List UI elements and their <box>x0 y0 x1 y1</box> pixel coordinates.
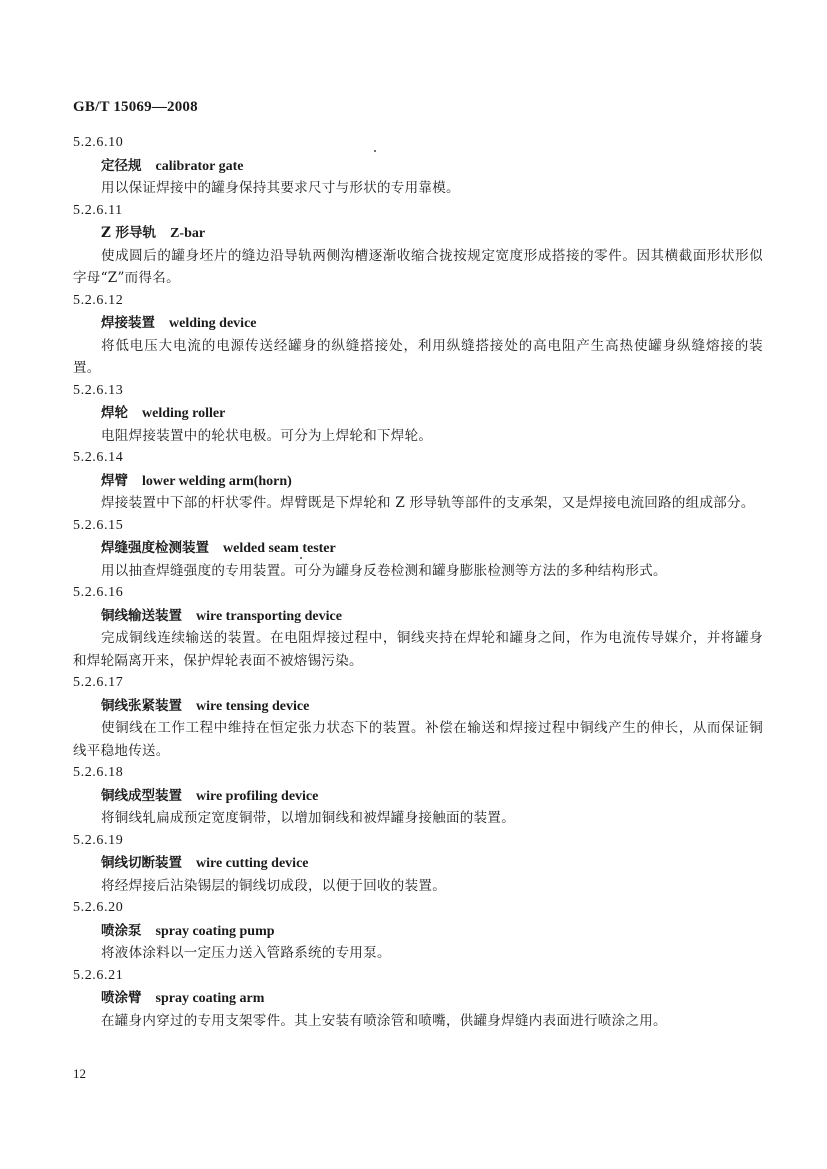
term-definition: 用以抽查焊缝强度的专用装置。可分为罐身反卷检测和罐身膨胀检测等方法的多种结构形式。 <box>101 562 667 579</box>
term-chinese: 铜线张紧装置 <box>101 697 182 714</box>
term-chinese: 喷涂臂 <box>101 990 142 1006</box>
term-entry <box>73 200 763 290</box>
term-entry <box>73 762 763 830</box>
term-entry <box>73 830 763 898</box>
term-definition: 焊接装置中下部的杆状零件。焊臂既是下焊轮和 Z 形导轨等部件的支承架，又是焊接电流回路的组成部分。 <box>101 495 755 511</box>
term-heading <box>73 785 763 808</box>
term-chinese: 铜线输送装置 <box>101 607 182 624</box>
clause-number: 5.2.6.15 <box>73 517 124 533</box>
term-definition: 完成铜线连续输送的装置。在电阻焊接过程中，铜线夹持在焊轮和罐身之间，作为电流传导媒介，并将罐身和焊轮隔离开来，保护焊轮表面不被熔锡污染。 <box>73 630 763 669</box>
clause-number: 5.2.6.13 <box>73 382 124 398</box>
term-entry <box>73 447 763 515</box>
term-chinese: Z 形导轨 <box>101 225 157 241</box>
term-heading <box>73 605 763 628</box>
term-chinese: 焊臂 <box>101 472 128 489</box>
standard-id: GB/T 15069—2008 <box>73 99 198 115</box>
term-entry <box>73 965 763 1033</box>
clause-number: 5.2.6.21 <box>73 967 124 983</box>
term-definition: 用以保证焊接中的罐身保持其要求尺寸与形状的专用靠模。 <box>101 180 460 196</box>
term-definition: 将经焊接后沾染锡层的铜线切成段，以便于回收的装置。 <box>101 877 446 894</box>
term-entry <box>73 380 763 448</box>
term-heading <box>73 987 763 1010</box>
term-entry <box>73 897 763 965</box>
scan-speck <box>374 150 376 152</box>
term-definition: 电阻焊接装置中的轮状电极。可分为上焊轮和下焊轮。 <box>101 427 433 444</box>
clause-number: 5.2.6.14 <box>73 450 124 465</box>
term-chinese: 铜线成型装置 <box>101 787 182 804</box>
term-definition: 将液体涂料以一定压力送入管路系统的专用泵。 <box>101 945 391 961</box>
clause-number: 5.2.6.17 <box>73 675 124 690</box>
term-english: wire transporting device <box>196 608 342 624</box>
term-heading <box>73 852 763 875</box>
term-definition: 将铜线轧扁成预定宽度铜带，以增加铜线和被焊罐身接触面的装置。 <box>101 810 515 826</box>
term-heading <box>73 695 763 718</box>
term-english: Z-bar <box>170 226 206 241</box>
term-english: welded seam tester <box>223 541 336 556</box>
term-english: wire profiling device <box>196 788 319 804</box>
term-entry <box>73 290 763 380</box>
term-entry <box>73 672 763 762</box>
term-heading <box>73 470 763 493</box>
clause-number: 5.2.6.19 <box>73 832 124 848</box>
term-definition: 使成圆后的罐身坯片的缝边沿导轨两侧沟槽逐渐收缩合拢按规定宽度形成搭接的零件。因其横截面形状形似字母“Z”而得名。 <box>73 247 763 286</box>
clause-number: 5.2.6.12 <box>73 292 124 308</box>
clause-number: 5.2.6.10 <box>73 135 124 150</box>
term-heading <box>73 537 763 560</box>
term-heading <box>73 222 763 245</box>
term-heading <box>73 402 763 425</box>
term-chinese: 铜线切断装置 <box>101 855 182 871</box>
term-chinese: 焊轮 <box>101 405 128 421</box>
term-entry <box>73 132 763 200</box>
scan-speck <box>300 557 302 559</box>
term-heading <box>73 312 763 335</box>
term-entry <box>73 582 763 672</box>
clause-number: 5.2.6.11 <box>73 202 123 218</box>
clause-number: 5.2.6.16 <box>73 585 124 600</box>
clause-number: 5.2.6.20 <box>73 900 124 915</box>
term-definition: 在罐身内穿过的专用支架零件。其上安装有喷涂管和喷嘴，供罐身焊缝内表面进行喷涂之用。 <box>101 1012 667 1029</box>
term-english: calibrator gate <box>155 158 244 174</box>
term-chinese: 定径规 <box>101 157 142 174</box>
term-heading <box>73 920 763 943</box>
term-english: wire cutting device <box>196 856 309 871</box>
term-english: lower welding arm(horn) <box>142 473 292 489</box>
term-entries <box>73 132 763 1032</box>
term-english: welding device <box>169 316 257 331</box>
term-definition: 将低电压大电流的电源传送经罐身的纵缝搭接处，利用纵缝搭接处的高电阻产生高热使罐身纵缝熔接的装置。 <box>73 337 763 376</box>
term-english: wire tensing device <box>196 698 310 714</box>
page-number: 12 <box>73 1066 86 1081</box>
term-english: spray coating arm <box>155 991 265 1006</box>
term-heading <box>73 155 763 178</box>
term-entry <box>73 515 763 583</box>
term-chinese: 焊接装置 <box>101 315 155 331</box>
term-chinese: 喷涂泵 <box>101 922 142 939</box>
term-english: welding roller <box>142 406 226 421</box>
term-chinese: 焊缝强度检测装置 <box>101 540 209 556</box>
clause-number: 5.2.6.18 <box>73 765 124 780</box>
term-definition: 使铜线在工作工程中维持在恒定张力状态下的装置。补偿在输送和焊接过程中铜线产生的伸长，从而保证铜线平稳地传送。 <box>73 720 763 759</box>
term-english: spray coating pump <box>155 923 275 939</box>
